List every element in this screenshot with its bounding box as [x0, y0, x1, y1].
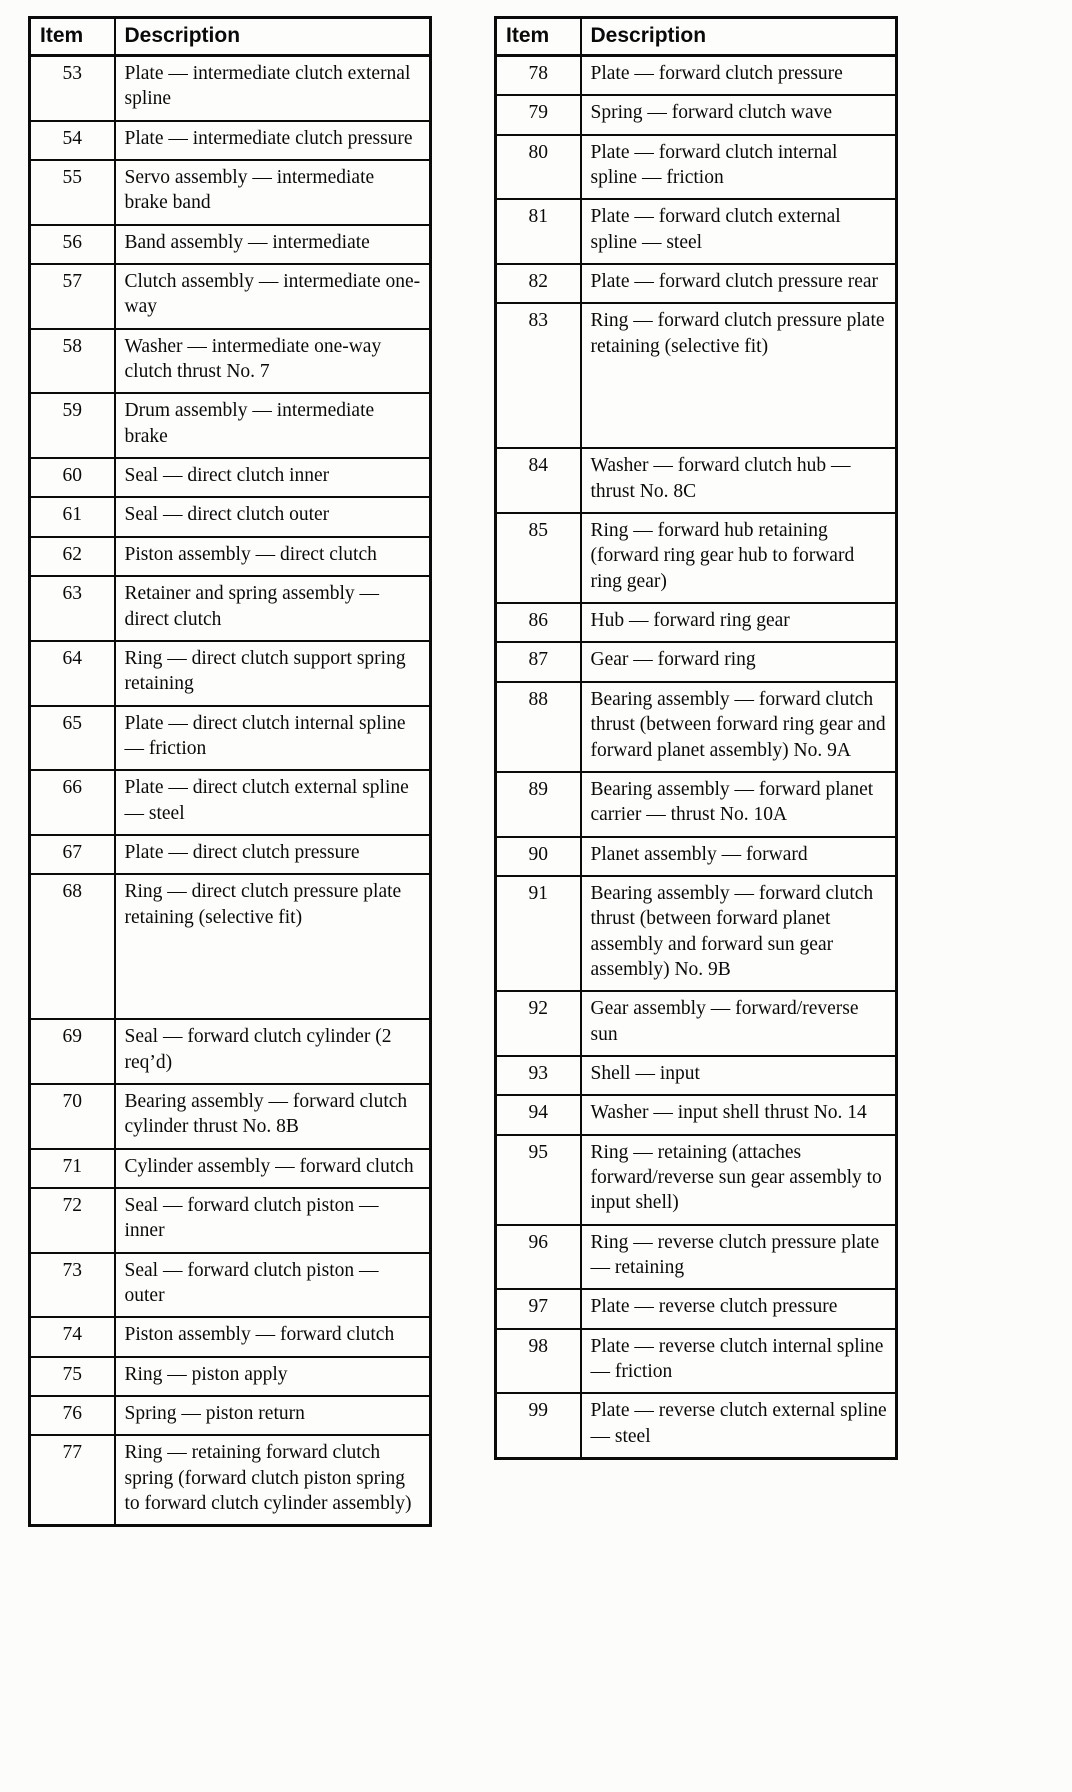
table-row — [496, 135, 897, 200]
description-cell: Hub — forward ring gear — [581, 603, 897, 642]
description-cell: Plate — intermediate clutch external spline — [115, 56, 431, 121]
description-cell: Plate — forward clutch internal spline — friction — [581, 135, 897, 200]
description-cell: Shell — input — [581, 1056, 897, 1095]
table-row — [30, 1019, 431, 1084]
description-cell: Seal — forward clutch cylinder (2 req’d) — [115, 1019, 431, 1084]
description-cell: Drum assembly — intermediate brake — [115, 393, 431, 458]
description-cell: Bearing assembly — forward planet carrier — thrust No. 10A — [581, 772, 897, 837]
description-cell: Ring — forward clutch pressure plate retaining (selective fit) — [581, 303, 897, 448]
table-row — [496, 603, 897, 642]
item-cell: 61 — [30, 497, 115, 536]
item-cell: 59 — [30, 393, 115, 458]
table-row — [496, 448, 897, 513]
description-cell: Ring — direct clutch pressure plate retaining (selective fit) — [115, 874, 431, 1019]
table-row — [496, 95, 897, 134]
table-row — [30, 641, 431, 706]
table-row — [496, 513, 897, 603]
item-cell: 55 — [30, 160, 115, 225]
table-row — [496, 303, 897, 448]
item-cell: 91 — [496, 876, 581, 991]
table-row — [496, 991, 897, 1056]
table-row — [30, 160, 431, 225]
table-row — [30, 576, 431, 641]
item-cell: 75 — [30, 1357, 115, 1396]
table-row — [30, 1188, 431, 1253]
table-row — [30, 1253, 431, 1318]
item-cell: 69 — [30, 1019, 115, 1084]
description-cell: Washer — input shell thrust No. 14 — [581, 1095, 897, 1134]
header-row — [30, 18, 431, 56]
table-row — [30, 1396, 431, 1435]
table-row — [496, 682, 897, 772]
description-cell: Ring — reverse clutch pressure plate — retaining — [581, 1225, 897, 1290]
table-row — [496, 1056, 897, 1095]
description-cell: Washer — forward clutch hub — thrust No. 8C — [581, 448, 897, 513]
table-row — [30, 1149, 431, 1188]
item-cell: 95 — [496, 1135, 581, 1225]
description-cell: Plate — direct clutch internal spline — friction — [115, 706, 431, 771]
description-cell: Spring — forward clutch wave — [581, 95, 897, 134]
item-cell: 66 — [30, 770, 115, 835]
item-cell: 73 — [30, 1253, 115, 1318]
column-header-item: Item — [30, 18, 115, 56]
description-cell: Seal — direct clutch outer — [115, 497, 431, 536]
description-cell: Spring — piston return — [115, 1396, 431, 1435]
table-row — [496, 876, 897, 991]
description-cell: Ring — retaining forward clutch spring (forward clutch piston spring to forward clutch cylinder assembly) — [115, 1435, 431, 1526]
description-cell: Bearing assembly — forward clutch cylinder thrust No. 8B — [115, 1084, 431, 1149]
table-row — [496, 199, 897, 264]
description-cell: Retainer and spring assembly — direct clutch — [115, 576, 431, 641]
item-cell: 82 — [496, 264, 581, 303]
table-row — [496, 772, 897, 837]
item-cell: 63 — [30, 576, 115, 641]
item-cell: 93 — [496, 1056, 581, 1095]
description-cell: Plate — reverse clutch external spline — steel — [581, 1393, 897, 1458]
table-row — [30, 874, 431, 1019]
table-row — [30, 537, 431, 576]
table-row — [30, 1317, 431, 1356]
description-cell: Servo assembly — intermediate brake band — [115, 160, 431, 225]
table-row — [30, 835, 431, 874]
description-cell: Ring — direct clutch support spring retaining — [115, 641, 431, 706]
table-row — [30, 1435, 431, 1526]
item-cell: 57 — [30, 264, 115, 329]
item-cell: 62 — [30, 537, 115, 576]
description-cell: Seal — forward clutch piston — outer — [115, 1253, 431, 1318]
item-cell: 72 — [30, 1188, 115, 1253]
item-cell: 97 — [496, 1289, 581, 1328]
table-row — [30, 706, 431, 771]
item-cell: 76 — [30, 1396, 115, 1435]
item-cell: 64 — [30, 641, 115, 706]
description-cell: Bearing assembly — forward clutch thrust (between forward ring gear and forward planet assembly) No. 9A — [581, 682, 897, 772]
table-row — [30, 56, 431, 121]
description-cell: Piston assembly — forward clutch — [115, 1317, 431, 1356]
table-row — [496, 264, 897, 303]
table-row — [496, 1225, 897, 1290]
description-cell: Clutch assembly — intermediate one-way — [115, 264, 431, 329]
table-row — [30, 497, 431, 536]
item-cell: 92 — [496, 991, 581, 1056]
item-cell: 74 — [30, 1317, 115, 1356]
table-row — [30, 393, 431, 458]
table-row — [30, 458, 431, 497]
description-cell: Gear assembly — forward/reverse sun — [581, 991, 897, 1056]
item-cell: 99 — [496, 1393, 581, 1458]
table-row — [30, 1357, 431, 1396]
description-cell: Seal — forward clutch piston — inner — [115, 1188, 431, 1253]
item-cell: 60 — [30, 458, 115, 497]
item-cell: 88 — [496, 682, 581, 772]
item-cell: 98 — [496, 1329, 581, 1394]
table-row — [496, 837, 897, 876]
item-cell: 96 — [496, 1225, 581, 1290]
item-cell: 90 — [496, 837, 581, 876]
table-row — [30, 264, 431, 329]
item-cell: 85 — [496, 513, 581, 603]
parts-table-right — [494, 16, 898, 1460]
table-row — [496, 642, 897, 681]
description-cell: Ring — retaining (attaches forward/reverse sun gear assembly to input shell) — [581, 1135, 897, 1225]
table-row — [30, 1084, 431, 1149]
description-cell: Gear — forward ring — [581, 642, 897, 681]
item-cell: 53 — [30, 56, 115, 121]
column-header-description: Description — [115, 18, 431, 56]
item-cell: 78 — [496, 56, 581, 96]
table-row — [496, 1393, 897, 1458]
description-cell: Cylinder assembly — forward clutch — [115, 1149, 431, 1188]
item-cell: 54 — [30, 121, 115, 160]
description-cell: Plate — forward clutch pressure — [581, 56, 897, 96]
item-cell: 83 — [496, 303, 581, 448]
description-cell: Planet assembly — forward — [581, 837, 897, 876]
item-cell: 71 — [30, 1149, 115, 1188]
description-cell: Seal — direct clutch inner — [115, 458, 431, 497]
table-row — [496, 1329, 897, 1394]
item-cell: 67 — [30, 835, 115, 874]
description-cell: Plate — reverse clutch internal spline — friction — [581, 1329, 897, 1394]
item-cell: 86 — [496, 603, 581, 642]
item-cell: 58 — [30, 329, 115, 394]
description-cell: Plate — direct clutch pressure — [115, 835, 431, 874]
description-cell: Plate — forward clutch external spline — steel — [581, 199, 897, 264]
column-header-item: Item — [496, 18, 581, 56]
item-cell: 56 — [30, 225, 115, 264]
description-cell: Washer — intermediate one-way clutch thrust No. 7 — [115, 329, 431, 394]
description-cell: Plate — forward clutch pressure rear — [581, 264, 897, 303]
table-row — [496, 1095, 897, 1134]
item-cell: 87 — [496, 642, 581, 681]
item-cell: 79 — [496, 95, 581, 134]
table-row — [496, 56, 897, 96]
item-cell: 94 — [496, 1095, 581, 1134]
table-row — [30, 329, 431, 394]
description-cell: Piston assembly — direct clutch — [115, 537, 431, 576]
table-row — [30, 225, 431, 264]
item-cell: 81 — [496, 199, 581, 264]
description-cell: Plate — intermediate clutch pressure — [115, 121, 431, 160]
description-cell: Plate — reverse clutch pressure — [581, 1289, 897, 1328]
description-cell: Plate — direct clutch external spline — steel — [115, 770, 431, 835]
item-cell: 70 — [30, 1084, 115, 1149]
description-cell: Ring — forward hub retaining (forward ring gear hub to forward ring gear) — [581, 513, 897, 603]
description-cell: Bearing assembly — forward clutch thrust (between forward planet assembly and forward sun gear assembly) No. 9B — [581, 876, 897, 991]
table-row — [496, 1135, 897, 1225]
column-header-description: Description — [581, 18, 897, 56]
table-row — [30, 121, 431, 160]
description-cell: Band assembly — intermediate — [115, 225, 431, 264]
table-row — [30, 770, 431, 835]
item-cell: 89 — [496, 772, 581, 837]
item-cell: 84 — [496, 448, 581, 513]
item-cell: 80 — [496, 135, 581, 200]
parts-table-left — [28, 16, 432, 1527]
item-cell: 65 — [30, 706, 115, 771]
item-cell: 77 — [30, 1435, 115, 1526]
item-cell: 68 — [30, 874, 115, 1019]
header-row — [496, 18, 897, 56]
table-row — [496, 1289, 897, 1328]
description-cell: Ring — piston apply — [115, 1357, 431, 1396]
